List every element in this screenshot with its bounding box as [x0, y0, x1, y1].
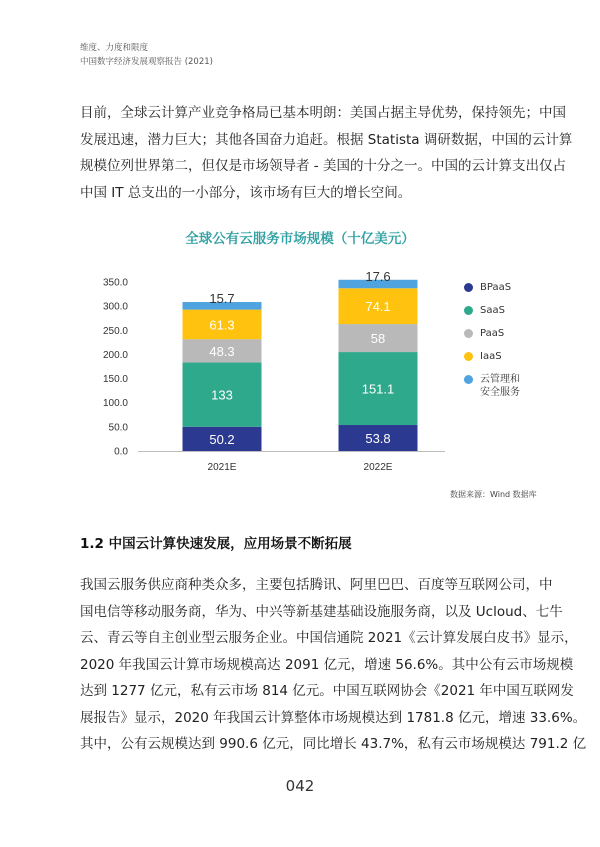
paragraph-line: 目前，全球云计算产业竞争格局已基本明朗：美国占据主导优势，保持领先；中国 [80, 105, 566, 121]
x-tick-label: 2021E [207, 462, 237, 473]
legend-swatch [464, 283, 473, 292]
y-tick-label: 50.0 [108, 422, 128, 434]
paragraph-line: 达到 1277 亿元，私有云市场 814 亿元。中国互联网协会《2021 年中国互联网发 [80, 683, 574, 699]
legend-swatch [464, 329, 473, 338]
header-line-2: 中国数字经济发展观察报告 (2021) [80, 57, 213, 67]
bar-data-label: 15.7 [209, 291, 235, 307]
bar-data-label: 50.2 [209, 431, 235, 447]
y-tick-label: 0.0 [114, 446, 128, 458]
y-tick-label: 350.0 [102, 277, 128, 289]
paragraph-line: 中国 IT 总支出的一小部分，该市场有巨大的增长空间。 [80, 184, 412, 201]
y-tick-label: 200.0 [102, 349, 128, 361]
bar-data-label: 17.6 [365, 268, 391, 284]
paragraph-line: 国电信等移动服务商，华为、中兴等新基建基础设施服务商，以及 Ucloud、七牛 [80, 603, 563, 620]
y-tick-label: 250.0 [102, 325, 128, 337]
legend-item [464, 327, 540, 350]
y-tick-label: 300.0 [102, 301, 128, 313]
paragraph-line: 其中，公有云规模达到 990.6 亿元，同比增长 43.7%，私有云市场规模达 791.2 亿 [80, 736, 587, 752]
paragraph-line: 云、青云等自主创业型云服务企业。中国信通院 2021《云计算发展白皮书》显示， [80, 630, 578, 646]
legend-item [464, 281, 540, 304]
x-tick-label: 2022E [363, 462, 393, 473]
y-tick-label: 150.0 [102, 374, 128, 386]
paragraph-line: 发展迅速，潜力巨大；其他各国奋力追赶。根据 Statista 调研数据，中国的云计算 [80, 131, 573, 148]
section-title: 1.2 中国云计算快速发展，应用场景不断拓展 [80, 536, 352, 552]
chart-source: 数据来源：Wind 数据库 [450, 490, 537, 499]
legend-item [464, 304, 540, 327]
paragraph-line: 规模位列世界第二，但仅是市场领导者 - 美国的十分之一。中国的云计算支出仅占 [80, 158, 566, 174]
legend-label: IaaS [480, 351, 502, 362]
bar-data-label: 53.8 [365, 431, 391, 447]
legend-label: 云管理和 安全服务 [480, 374, 520, 398]
body-paragraph [80, 572, 587, 758]
legend-item [464, 373, 540, 396]
bar-data-label: 74.1 [365, 299, 391, 315]
y-tick-label: 100.0 [102, 398, 128, 410]
chart-title: 全球公有云服务市场规模（十亿美元） [185, 231, 415, 247]
header-line-1: 维度、力度和限度 [80, 43, 149, 53]
legend-label: BPaaS [480, 282, 512, 293]
bar-data-label: 133 [211, 387, 233, 403]
legend-item [464, 350, 540, 373]
legend-label: PaaS [480, 328, 505, 339]
chart-legend [464, 281, 540, 396]
bar-data-label: 58 [370, 331, 386, 347]
legend-swatch [464, 352, 473, 361]
bar-data-label: 48.3 [209, 343, 235, 359]
bar-data-label: 61.3 [209, 317, 235, 333]
legend-swatch [464, 306, 473, 315]
page-number: 042 [285, 777, 315, 795]
bar-data-label: 151.1 [361, 381, 395, 397]
paragraph-line: 我国云服务供应商种类众多，主要包括腾讯、阿里巴巴、百度等互联网公司，中 [80, 577, 553, 593]
legend-label: SaaS [480, 305, 505, 316]
paragraph-line: 2020 年我国云计算市场规模高达 2091 亿元，增速 56.6%。其中公有云市场规模 [80, 656, 574, 673]
paragraph-line: 展报告》显示，2020 年我国云计算整体市场规模达到 1781.8 亿元，增速 33.6%。 [80, 709, 587, 726]
legend-swatch [464, 375, 473, 384]
